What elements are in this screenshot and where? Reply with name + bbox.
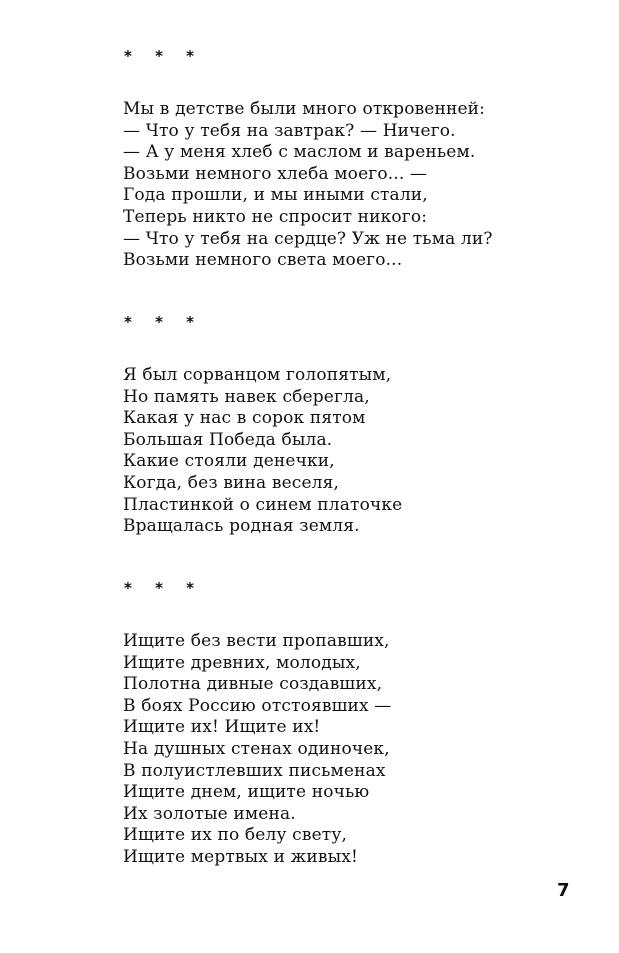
poem-2 [123, 312, 402, 538]
poem-line: Года прошли, и мы иными стали, [123, 185, 428, 206]
poem-line: Возьми немного хлеба моего... — [123, 163, 428, 184]
poem-3 [123, 578, 391, 869]
poem-separator: * * * [124, 579, 203, 597]
poem-line: — Что у тебя на завтрак? — Ничего. [123, 120, 456, 141]
poem-line: Большая Победа была. [123, 429, 333, 450]
poem-line: Полотна дивные создавших, [123, 674, 383, 695]
poem-line: Пластинкой о синем платочке [123, 494, 403, 515]
poem-line: Ищите днем, ищите ночью [123, 782, 370, 803]
poem-line: Ищите древних, молодых, [123, 652, 361, 673]
poem-line: Какая у нас в сорок пятом [123, 408, 366, 429]
poem-line: Ищите их по белу свету, [123, 825, 348, 846]
poem-line: — А у меня хлеб с маслом и вареньем. [123, 142, 476, 163]
poem-line: Какие стояли денечки, [123, 451, 335, 472]
poem-line: Вращалась родная земля. [123, 516, 360, 537]
poem-line: В полуистлевших письменах [123, 760, 386, 781]
poem-separator: * * * [124, 47, 203, 65]
poem-line: В боях Россию отстоявших — [123, 695, 392, 716]
poem-line: Ищите мертвых и живых! [123, 846, 359, 867]
poem-separator: * * * [124, 313, 203, 331]
poem-line: Я был сорванцом голопятым, [123, 365, 392, 385]
poem-line: Ищите их! Ищите их! [123, 717, 321, 738]
page-number: 7 [557, 880, 570, 901]
poem-1 [123, 46, 493, 272]
poem-line: На душных стенах одиночек, [123, 738, 390, 759]
poem-line: Ищите без вести пропавших, [123, 631, 390, 651]
poem-line: Их золотые имена. [123, 803, 296, 824]
poem-line: Возьми немного света моего... [123, 250, 403, 271]
poem-line: Теперь никто не спросит никого: [123, 206, 428, 227]
poem-line: — Что у тебя на сердце? Уж не тьма ли? [123, 228, 493, 249]
poem-line: Но память навек сберегла, [123, 386, 370, 407]
poem-line: Мы в детстве были много откровенней: [123, 99, 486, 119]
poem-line: Когда, без вина веселя, [123, 472, 340, 493]
